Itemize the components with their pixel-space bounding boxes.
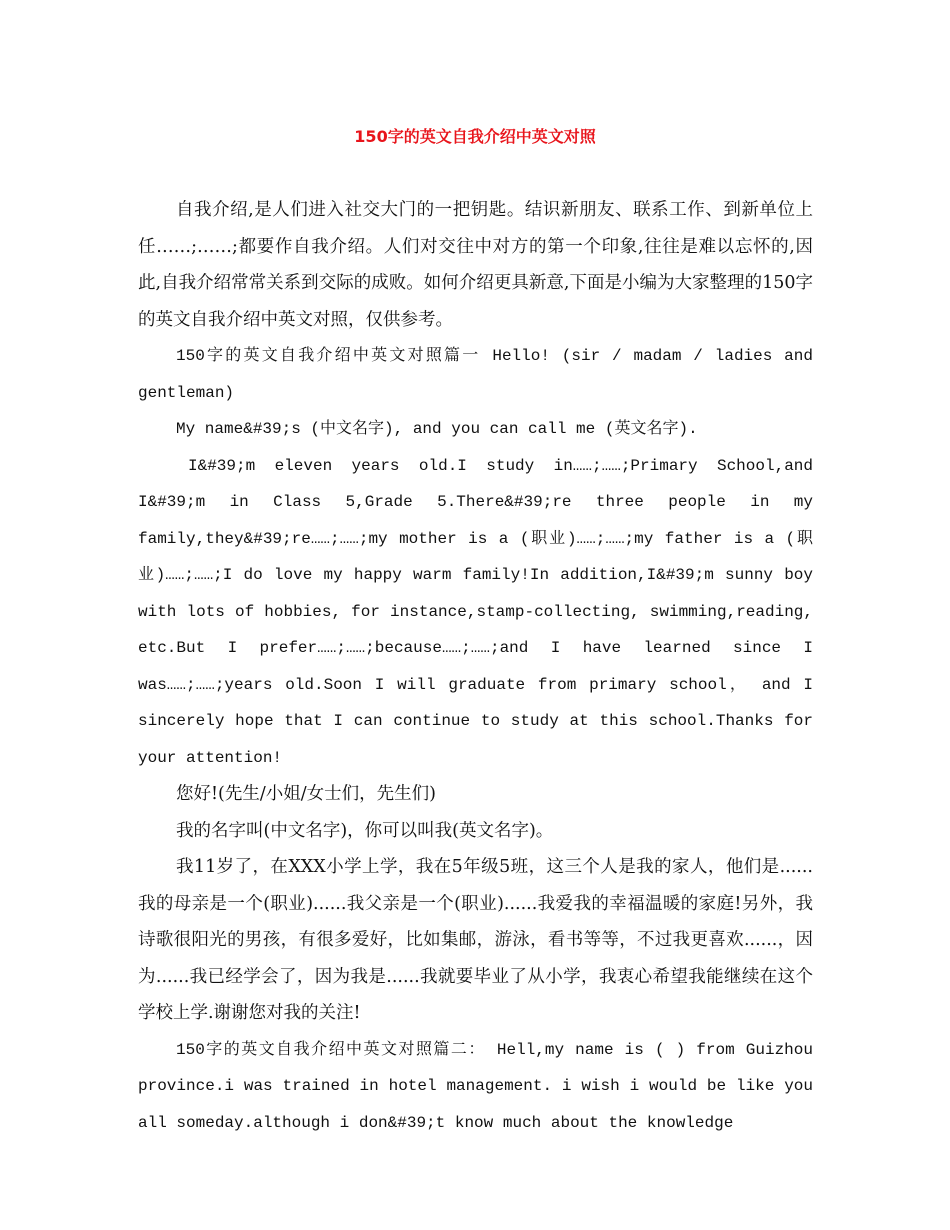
document-title: 150字的英文自我介绍中英文对照 — [354, 127, 596, 146]
chinese-greeting-paragraph: 您好!(先生/小姐/女士们，先生们) — [176, 784, 436, 804]
english-name-paragraph: My name&#39;s (中文名字), and you can call me (英文名字). — [176, 420, 698, 438]
section-one-heading-paragraph: 150字的英文自我介绍中英文对照篇一 Hello! (sir / madam / ladies and gentleman) — [138, 347, 813, 402]
section-two-paragraph: 150字的英文自我介绍中英文对照篇二： Hell,my name is ( ) from Guizhou province.i was trained in hotel management. i wish i would be like you all someday.although i don&#39;t know much about the knowledge — [138, 1040, 813, 1132]
english-body-paragraph: I&#39;m eleven years old.I study in……;……;Primary School,and I&#39;m in Class 5,Grade 5.There&#39;re three people in my family,they&#39;re……;……;my mother is a (职业)……;……;my father is a (职业)……;……;I do love my happy warm family!In addition,I&#39;m sunny boy with lots of hobbies, for instance,stamp-collecting, swimming,reading, etc.But I prefer……;……;because……;……;and I have learned since I was……;……;years old.Soon I will graduate from primary school， and I sincerely hope that I can continue to study at this school.Thanks for your attention! — [138, 456, 813, 767]
document-body — [138, 192, 813, 1141]
intro-paragraph: 自我介绍,是人们进入社交大门的一把钥匙。结识新朋友、联系工作、到新单位上任……;……;都要作自我介绍。人们对交往中对方的第一个印象,往往是难以忘怀的,因此,自我介绍常常关系到交际的成败。如何介绍更具新意,下面是小编为大家整理的150字的英文自我介绍中英文对照，仅供参考。 — [138, 200, 813, 330]
chinese-name-paragraph: 我的名字叫(中文名字)，你可以叫我(英文名字)。 — [176, 820, 554, 841]
chinese-body-paragraph: 我11岁了，在XXX小学上学，我在5年级5班，这三个人是我的家人，他们是......我的母亲是一个(职业)......我父亲是一个(职业)......我爱我的幸福温暖的家庭!另外，我诗歌很阳光的男孩，有很多爱好，比如集邮，游泳，看书等等，不过我更喜欢......，因为......我已经学会了，因为我是......我就要毕业了从小学，我衷心希望我能继续在这个学校上学.谢谢您对我的关注! — [138, 857, 813, 1023]
